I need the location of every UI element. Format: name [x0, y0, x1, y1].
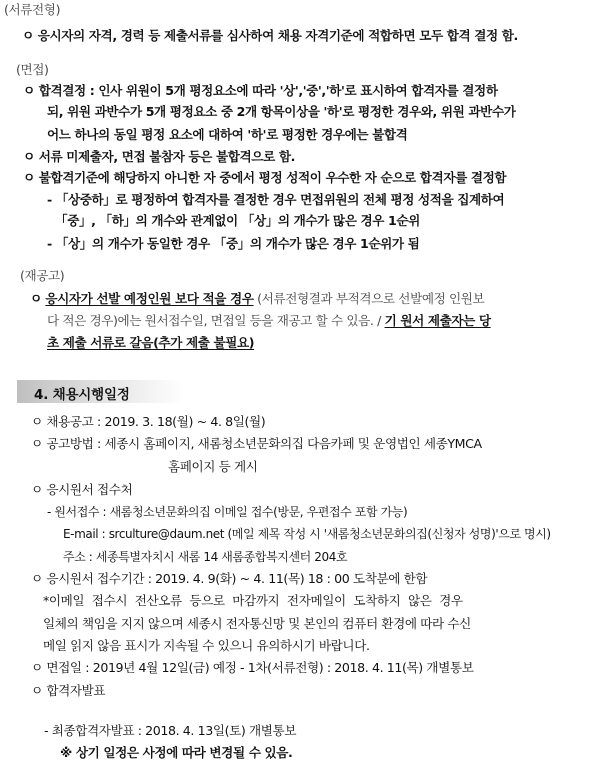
schedule-submission-period: ㅇ 응시원서 접수기간 : 2019. 4. 9(화) ~ 4. 11(목) 18 : 00 도착분에 한함: [31, 571, 428, 586]
schedule-change-note: ※ 상기 일정은 사정에 따라 변경될 수 있음.: [60, 745, 293, 760]
screening-header: (서류전형): [4, 2, 61, 17]
reannounce-condition: 응시자가 선발 예정인원 보다 적을 경우: [45, 291, 254, 306]
reannounce-header: (재공고): [20, 268, 65, 283]
schedule-notice-line-1: *이메일 접수시 전산오류 등으로 마감까지 전자메일이 도착하지 않은 경우: [43, 593, 463, 608]
schedule-method-line-2: 홈페이지 등 게시: [168, 459, 258, 474]
reannounce-condition-detail: (서류전형결과 부적격으로 선발예정 인원보: [257, 291, 485, 306]
interview-ranking-line-1: - 「상중하」로 평정하여 합격자를 결정한 경우 면접위원의 전체 평정 성적을 집계하여: [47, 192, 505, 207]
reannounce-marker: ㅇ: [30, 291, 42, 306]
reannounce-line-2: [47, 313, 491, 329]
schedule-submission-method: - 원서접수 : 새롬청소년문화의집 이메일 접수(방문, 우편접수 포함 가능): [47, 505, 408, 519]
interview-decision-line-3: 어느 하나의 동일 평정 요소에 대하여 '하'로 평정한 경우에는 불합격: [47, 127, 408, 142]
reannounce-line-1: [30, 291, 484, 307]
section-4-title: 4. 채용시행일정: [34, 387, 130, 403]
schedule-final-announcement: - 최종합격자발표 : 2018. 4. 13일(토) 개별통보: [44, 723, 297, 738]
schedule-notice-line-3: 메일 읽지 않음 표시가 지속될 수 있으니 유의하시기 바랍니다.: [43, 638, 370, 653]
schedule-method-line-1: ㅇ 공고방법 : 세종시 홈페이지, 새롬청소년문화의집 다음카페 및 운영법인 세종YMCA: [31, 436, 482, 451]
interview-absent-rule: ㅇ 서류 미제출자, 면접 불참자 등은 불합격으로 함.: [23, 149, 295, 164]
schedule-address: 주소 : 세종특별자치시 새롬 14 새롬종합복지센터 204호: [63, 550, 348, 564]
section-4-header: [17, 380, 185, 403]
reannounce-redo-text: 다 적은 경우)에는 원서접수일, 면접일 등을 재공고 할 수 있음. /: [47, 313, 385, 328]
interview-ranking-tie-rule: - 「상」의 개수가 동일한 경우 「중」의 개수가 많은 경우 1순위가 됨: [47, 236, 420, 251]
schedule-result-title: ㅇ 합격자발표: [31, 683, 106, 698]
reannounce-line-3: 초 제출 서류로 갈음(추가 제출 불필요): [47, 335, 255, 350]
schedule-email: E-mail : srculture@daum.net (메일 제목 작성 시 '새롬청소년문화의집(신청자 성명)'으로 명시): [63, 527, 551, 541]
reannounce-prior-applicants: 기 원서 제출자는 당: [384, 313, 491, 328]
schedule-announcement: ㅇ 채용공고 : 2019. 3. 18(월) ~ 4. 8일(월): [31, 414, 266, 429]
interview-decision-line-2: 되, 위원 과반수가 5개 평정요소 중 2개 항목이상을 '하'로 평정한 경우와, 위원 과반수가: [47, 104, 516, 119]
screening-text: ㅇ 응시자의 자격, 경력 등 제출서류를 심사하여 채용 자격기준에 적합하면 모두 합격 결정 함.: [22, 28, 518, 43]
interview-header: (면접): [16, 62, 49, 77]
interview-decision-line-1: ㅇ 합격결정 : 인사 위원이 5개 평정요소에 따라 '상','중','하'로 표시하여 합격자를 결정하: [23, 83, 498, 98]
interview-pass-rule: ㅇ 불합격기준에 해당하지 아니한 자 중에서 평정 성적이 우수한 자 순으로 합격자를 결정함: [23, 170, 507, 185]
schedule-submission-place: ㅇ 응시원서 접수처: [31, 482, 133, 497]
schedule-notice-line-2: 일체의 책임을 지지 않으며 세종시 전자통신망 및 본인의 컴퓨터 환경에 따라 수신: [43, 616, 471, 631]
interview-ranking-line-2: 「중」, 「하」의 개수와 관계없이 「상」의 개수가 많은 경우 1순위: [55, 213, 420, 228]
schedule-interview-date: ㅇ 면접일 : 2019년 4월 12일(금) 예정 - 1차(서류전형) : 2018. 4. 11(목) 개별통보: [31, 660, 474, 675]
